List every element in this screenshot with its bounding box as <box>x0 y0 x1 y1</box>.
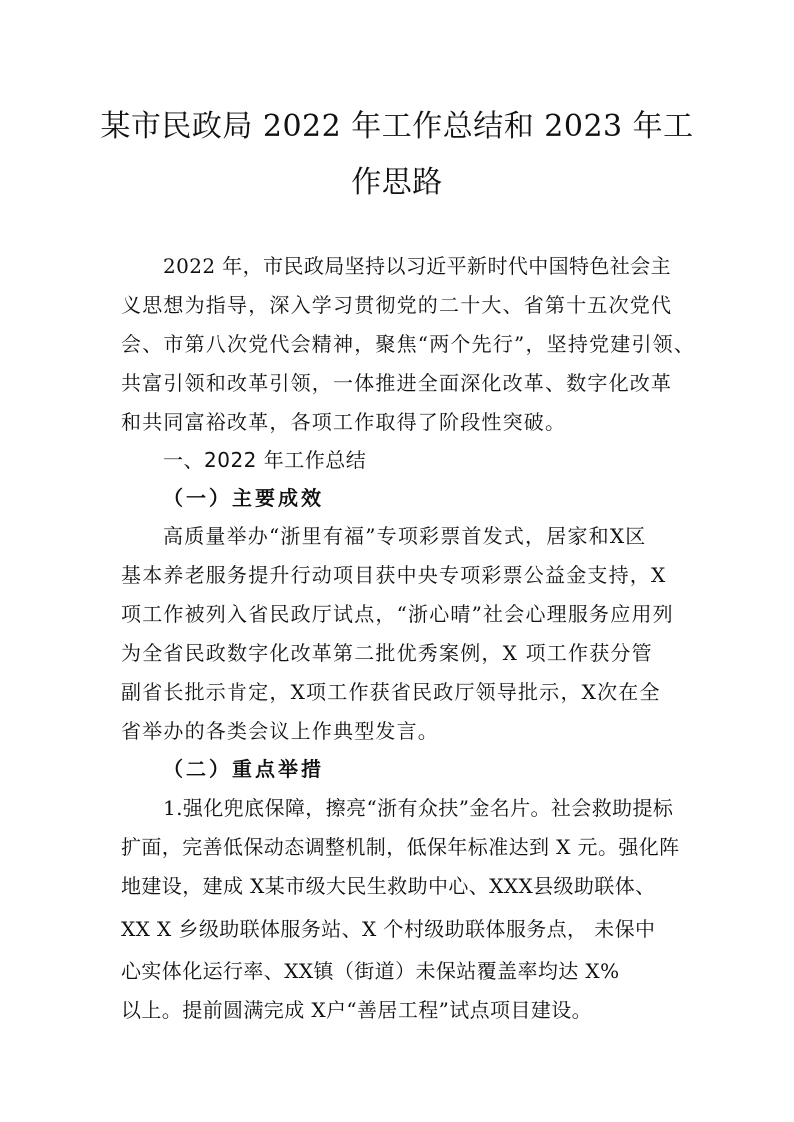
intro-line: 和共同富裕改革，各项工作取得了阶段性突破。 <box>121 410 567 434</box>
subsection-heading: （二）重点举措 <box>163 757 324 781</box>
intro-line: 2022 年，市民政局坚持以习近平新时代中国特色社会主 <box>163 254 672 278</box>
body-line: 地建设，建成 X某市级大民生救助中心、XXX县级助联体、 <box>121 874 656 898</box>
body-line: 为全省民政数字化改革第二批优秀案例，X 项工作获分管 <box>121 641 653 665</box>
body-line: XX X 乡级助联体服务站、X 个村级助联体服务点， 未保中 <box>121 917 656 941</box>
intro-line: 义思想为指导，深入学习贯彻党的二十大、省第十五次党代 <box>121 293 673 317</box>
body-line: 副省长批示肯定，X项工作获省民政厅领导批示，X次在全 <box>121 680 661 704</box>
document-title-line-2: 作思路 <box>351 165 443 200</box>
body-line: 扩面，完善低保动态调整机制，低保年标准达到 X 元。强化阵 <box>121 835 680 859</box>
body-line: 省举办的各类会议上作典型发言。 <box>121 719 439 743</box>
intro-line: 会、市第八次党代会精神，聚焦“两个先行”，坚持党建引领、 <box>121 332 696 356</box>
body-line: 心实体化运行率、XX镇（街道）未保站覆盖率均达 X% <box>121 959 620 983</box>
body-line: 1.强化兜底保障，擦亮“浙有众扶”金名片。社会救助提标 <box>163 796 674 820</box>
section-heading: 一、2022 年工作总结 <box>163 448 367 472</box>
body-line: 项工作被列入省民政厅试点，“浙心晴”社会心理服务应用列 <box>121 602 674 626</box>
body-line: 高质量举办“浙里有福”专项彩票首发式，居家和X区 <box>163 524 647 548</box>
body-line: 基本养老服务提升行动项目获中央专项彩票公益金支持，X <box>121 563 667 587</box>
body-line: 以上。提前圆满完成 X户“善居工程”试点项目建设。 <box>121 998 593 1022</box>
intro-line: 共富引领和改革引领，一体推进全面深化改革、数字化改革 <box>121 371 673 395</box>
subsection-heading: （一）主要成效 <box>163 486 324 510</box>
document-title-line-1: 某市民政局 2022 年工作总结和 2023 年工 <box>100 109 694 144</box>
